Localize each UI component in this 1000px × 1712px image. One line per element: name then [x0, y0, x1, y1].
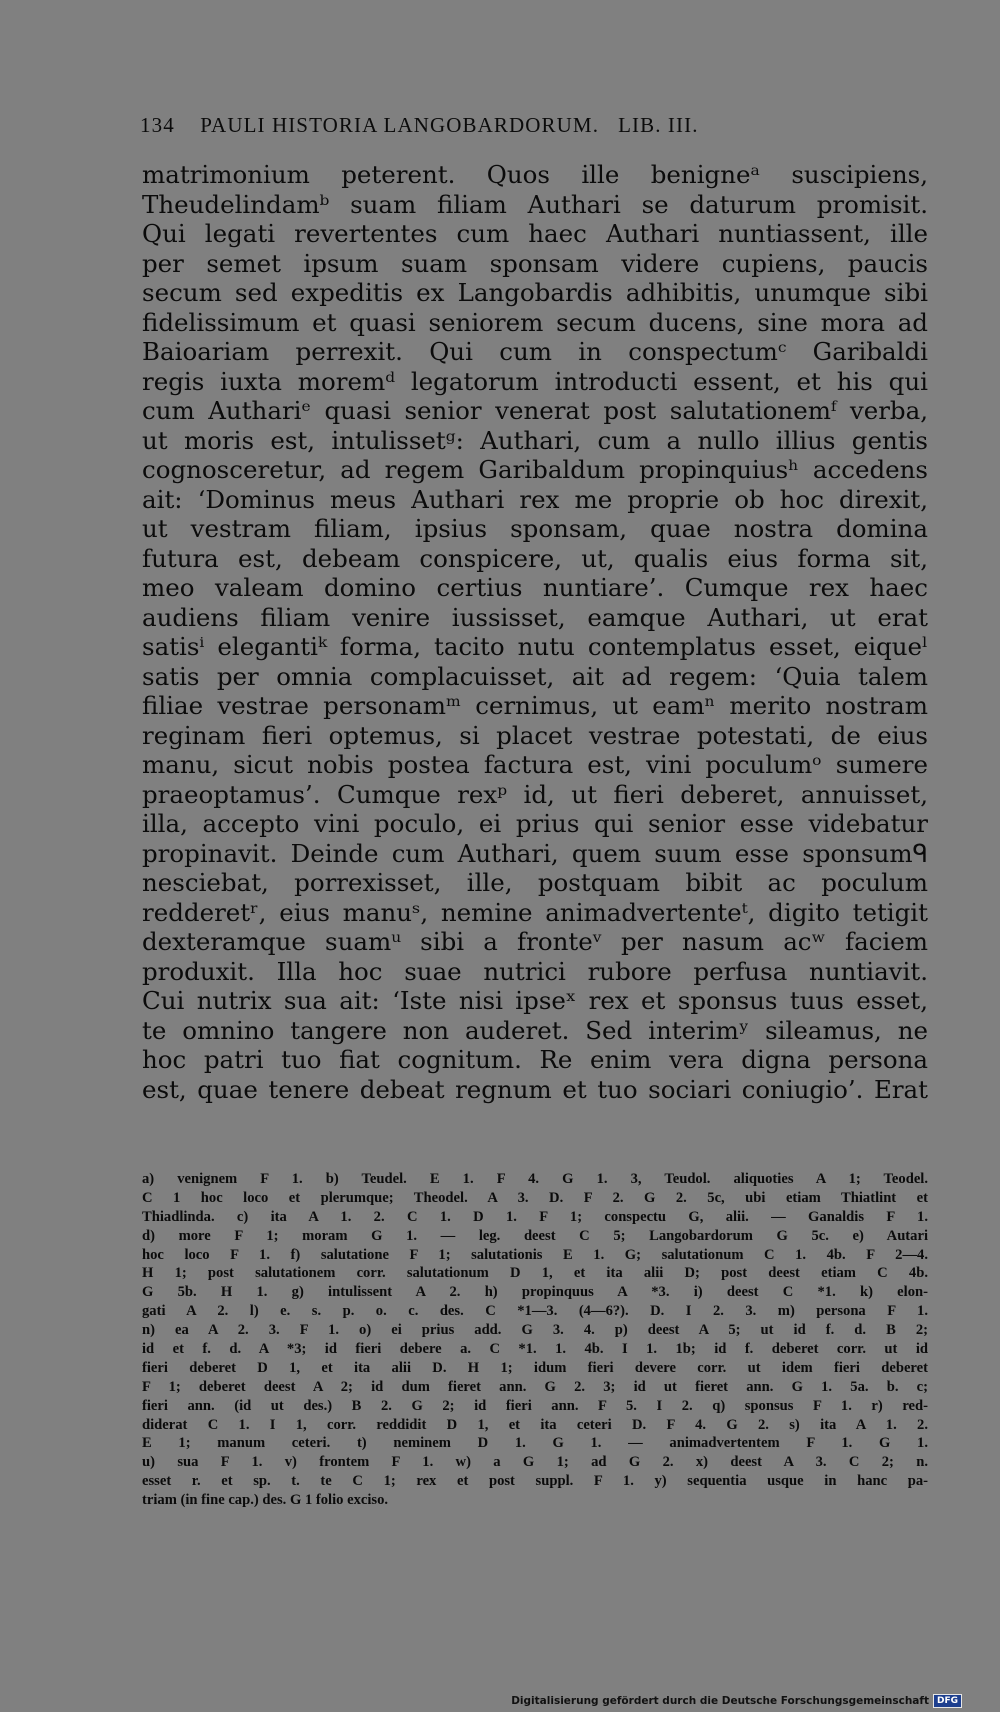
text-line: fidelissimum et quasi seniorem secum ducens, sine mora ad: [142, 307, 928, 337]
note-line: a) venignem F 1. b) Teudel. E 1. F 4. G 1. 3, Teudol. aliquoties A 1; Teodel.: [142, 1171, 928, 1187]
digitization-credit: [511, 1694, 962, 1708]
note-line: C 1 hoc loco et plerumque; Theodel. A 3. D. F 2. G 2. 5c, ubi etiam Thiatlint et: [142, 1189, 928, 1206]
note-line: n) ea A 2. 3. F 1. o) ei prius add. G 3. 4. p) deest A 5; ut id f. d. B 2;: [142, 1322, 928, 1339]
text-line: ut vestram filiam, ipsius sponsam, quae nostra domina: [142, 514, 928, 543]
text-line: filiae vestrae personamᵐ cernimus, ut eamⁿ merito nostram: [142, 691, 928, 720]
note-line: F 1; deberet deest A 2; id dum fieret ann. G 2. 3; id ut fieret ann. G 1. 5a. b. c;: [142, 1378, 928, 1395]
text-line: te omnino tangere non auderet. Sed interimʸ sileamus, ne: [142, 1015, 928, 1045]
text-line: cum Authariᵉ quasi senior venerat post salutationemᶠ verba,: [142, 396, 928, 425]
text-line: propinavit. Deinde cum Authari, quem suum esse sponsumᑫ: [142, 838, 928, 868]
note-line: G 5b. H 1. g) intulissent A 2. h) propinquus A *3. i) deest C *1. k) elon-: [142, 1284, 928, 1301]
note-line: H 1; post salutationem corr. salutationum D 1, et ita alii D; post deest etiam C 4b.: [142, 1265, 928, 1282]
running-head: 134 PAULI HISTORIA LANGOBARDORUM. LIB. III.: [140, 113, 699, 137]
text-line: produxit. Illa hoc suae nutrici rubore perfusa nuntiavit.: [142, 956, 928, 986]
note-line: Thiadlinda. c) ita A 1. 2. C 1. D 1. F 1; conspectu G, alii. — Ganaldis F 1.: [142, 1208, 928, 1225]
note-line: triam (in fine cap.) des. G 1 folio exciso.: [142, 1492, 389, 1509]
note-line: hoc loco F 1. f) salutatione F 1; salutationis E 1. G; salutationum C 1. 4b. F 2—4.: [142, 1246, 928, 1263]
note-line: fieri deberet D 1, et ita alii D. H 1; idum fieri devere corr. ut idem fieri deberet: [142, 1359, 928, 1376]
main-text: [142, 160, 928, 1104]
credit-text: Digitalisierung gefördert durch die Deutsche Forschungsgemeinschaft: [511, 1695, 929, 1707]
note-line: E 1; manum ceteri. t) neminem D 1. G 1. — animadvertentem F 1. G 1.: [142, 1435, 928, 1452]
note-line: esset r. et sp. t. te C 1; rex et post suppl. F 1. y) sequentia usque in hanc pa-: [142, 1473, 928, 1490]
note-line: id et f. d. A *3; id fieri debere a. C *1. 1. 4b. I 1. 1b; id f. deberet corr. ut id: [142, 1341, 928, 1358]
text-line: redderetʳ, eius manuˢ, nemine animadvertenteᵗ, digito tetigit: [142, 897, 928, 927]
text-line: manu, sicut nobis postea factura est, vini poculumᵒ sumere: [142, 750, 928, 779]
note-line: u) sua F 1. v) frontem F 1. w) a G 1; ad G 2. x) deest A 3. C 2; n.: [142, 1454, 928, 1471]
text-line: audiens filiam venire iussisset, eamque Authari, ut erat: [142, 602, 928, 632]
text-line: praeoptamus’. Cumque rexᵖ id, ut fieri deberet, annuisset,: [142, 779, 928, 809]
text-line: futura est, debeam conspicere, ut, qualis eius forma sit,: [142, 543, 928, 573]
text-line: matrimonium peterent. Quos ille benigneᵃ suscipiens,: [142, 160, 928, 189]
text-line: dexteramque suamᵘ sibi a fronteᵛ per nasum acʷ faciem: [142, 927, 928, 956]
text-line: Baioariam perrexit. Qui cum in conspectumᶜ Garibaldi: [142, 337, 928, 366]
text-line: illa, accepto vini poculo, ei prius qui senior esse videbatur: [142, 809, 928, 838]
note-line: fieri ann. (id ut des.) B 2. G 2; id fieri ann. F 5. I 2. q) sponsus F 1. r) red-: [142, 1397, 928, 1414]
text-line: est, quae tenere debeat regnum et tuo sociari coniugio’. Erat: [142, 1074, 928, 1104]
text-line: ut moris est, intulissetᵍ: Authari, cum a nullo illius gentis: [142, 425, 928, 455]
text-line: nesciebat, porrexisset, ille, postquam bibit ac poculum: [142, 868, 928, 897]
text-line: Theudelindamᵇ suam filiam Authari se daturum promisit.: [142, 189, 928, 219]
note-line: gati A 2. l) e. s. p. o. c. des. C *1—3. (4—6?). D. I 2. 3. m) persona F 1.: [142, 1303, 928, 1320]
text-line: satis per omnia complacuisset, ait ad regem: ‘Quia talem: [142, 661, 928, 691]
note-line: d) more F 1; moram G 1. — leg. deest C 5; Langobardorum G 5c. e) Autari: [142, 1227, 928, 1244]
text-line: secum sed expeditis ex Langobardis adhibitis, unumque sibi: [142, 278, 928, 307]
text-line: satisⁱ elegantiᵏ forma, tacito nutu contemplatus esset, eiqueˡ: [142, 632, 928, 661]
dfg-logo: DFG: [933, 1694, 962, 1708]
text-line: ait: ‘Dominus meus Authari rex me proprie ob hoc direxit,: [142, 484, 928, 514]
text-line: Qui legati revertentes cum haec Authari nuntiassent, ille: [142, 219, 928, 248]
note-line: diderat C 1. I 1, corr. reddidit D 1, et ita ceteri D. F 4. G 2. s) ita A 1. 2.: [142, 1416, 928, 1433]
text-line: regis iuxta moremᵈ legatorum introducti essent, et his qui: [142, 366, 928, 396]
text-line: per semet ipsum suam sponsam videre cupiens, paucis: [142, 248, 928, 278]
text-line: meo valeam domino certius nuntiare’. Cumque rex haec: [142, 573, 928, 602]
text-line: Cui nutrix sua ait: ‘Iste nisi ipseˣ rex et sponsus tuus esset,: [142, 986, 928, 1015]
text-line: cognosceretur, ad regem Garibaldum propinquiusʰ accedens: [142, 455, 928, 484]
text-line: reginam fieri optemus, si placet vestrae potestati, de eius: [142, 720, 928, 750]
critical-apparatus: [142, 1170, 928, 1510]
text-line: hoc patri tuo fiat cognitum. Re enim vera digna persona: [142, 1045, 928, 1074]
